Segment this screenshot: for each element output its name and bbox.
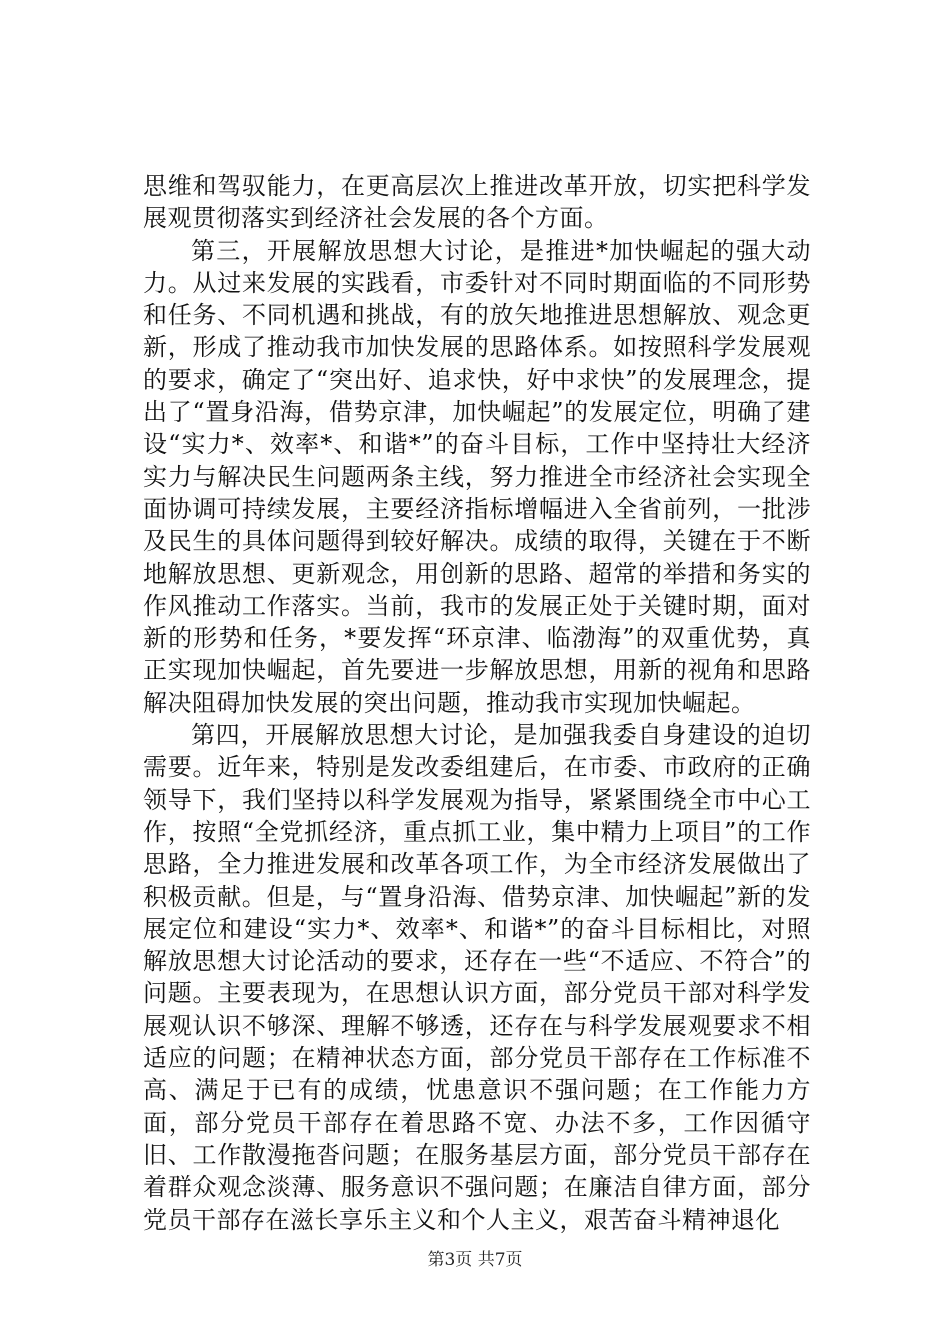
document-body xyxy=(143,170,811,1236)
page-number-footer: 第3页 共7页 xyxy=(427,1250,523,1270)
paragraph-continuation: 思维和驾驭能力，在更高层次上推进改革开放，切实把科学发展观贯彻落实到经济社会发展的各个方面。 xyxy=(143,172,811,233)
paragraph-third-point: 第三，开展解放思想大讨论，是推进*加快崛起的强大动力。从过来发展的实践看，市委针对不同时期面临的不同形势和任务、不同机遇和挑战，有的放矢地推进思想解放、观念更新，形成了推动我市加快发展的思路体系。如按照科学发展观的要求，确定了“突出好、追求快，好中求快”的发展理念，提出了“置身沿海，借势京津，加快崛起”的发展定位，明确了建设“实力*、效率*、和谐*”的奋斗目标，工作中坚持壮大经济实力与解决民生问题两条主线，努力推进全市经济社会实现全面协调可持续发展，主要经济指标增幅进入全省前列，一批涉及民生的具体问题得到较好解决。成绩的取得，关键在于不断地解放思想、更新观念，用创新的思路、超常的举措和务实的作风推动工作落实。当前，我市的发展正处于关键时期，面对新的形势和任务，*要发挥“环京津、临渤海”的双重优势，真正实现加快崛起，首先要进一步解放思想，用新的视角和思路解决阻碍加快发展的突出问题，推动我市实现加快崛起。 xyxy=(143,236,811,717)
paragraph-fourth-point: 第四，开展解放思想大讨论，是加强我委自身建设的迫切需要。近年来，特别是发改委组建后，在市委、市政府的正确领导下，我们坚持以科学发展观为指导，紧紧围绕全市中心工作，按照“全党抓经济，重点抓工业，集中精力上项目”的工作思路，全力推进发展和改革各项工作，为全市经济发展做出了积极贡献。但是，与“置身沿海、借势京津、加快崛起”新的发展定位和建设“实力*、效率*、和谐*”的奋斗目标相比，对照解放思想大讨论活动的要求，还存在一些“不适应、不符合”的问题。主要表现为，在思想认识方面，部分党员干部对科学发展观认识不够深、理解不够透，还存在与科学发展观要求不相适应的问题；在精神状态方面，部分党员干部存在工作标准不高、满足于已有的成绩，忧患意识不强问题；在工作能力方面，部分党员干部存在着思路不宽、办法不多，工作因循守旧、工作散漫拖沓问题；在服务基层方面，部分党员干部存在着群众观念淡薄、服务意识不强问题；在廉洁自律方面，部分党员干部存在滋长享乐主义和个人主义，艰苦奋斗精神退化 xyxy=(143,721,811,1234)
